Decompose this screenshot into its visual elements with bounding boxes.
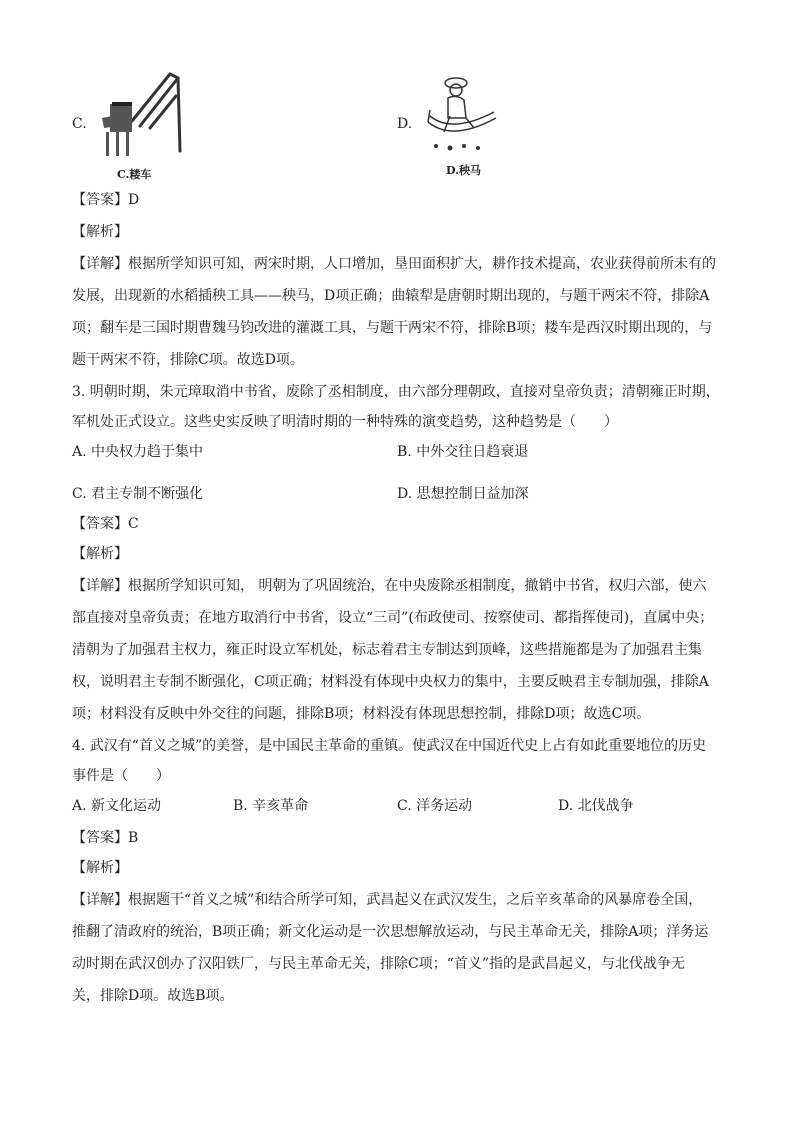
q2-analysis-label: 【解析】 (72, 224, 128, 240)
q4-detail-line: 推翻了清政府的统治，B项正确；新文化运动是一次思想解放运动，与民主革命无关，排除A项；洋务运 (72, 924, 709, 940)
option-d-caption: D.秧马 (446, 164, 481, 177)
q3-detail-line: 清朝为了加强君主权力，雍正时设立军机处，标志着君主专制达到顶峰，这些措施都是为了加强君主集 (72, 642, 702, 658)
q4-option-d: D. 北伐战争 (558, 798, 634, 814)
q3-option-d: D. 思想控制日益加深 (397, 486, 529, 502)
q3-analysis-label: 【解析】 (72, 546, 128, 562)
q4-detail-line: 动时期在武汉创办了汉阳铁厂，与民主革命无关，排除C项；“首义”指的是武昌起义，与北伐战争无 (72, 956, 686, 972)
q2-detail-line: 发展，出现新的水稻插秧工具——秧马，D项正确；曲辕犁是唐朝时期出现的，与题干两宋不符，排除A (72, 288, 710, 304)
q4-answer: 【答案】B (72, 830, 139, 846)
q2-detail-line: 项；翻车是三国时期曹魏马钧改进的灌溉工具，与题干两宋不符，排除B项；耧车是西汉时期出现的，与 (72, 320, 713, 336)
q4-stem-line: 4. 武汉有“首义之城”的美誉，是中国民主革命的重镇。使武汉在中国近代史上占有如此重要地位的历史 (72, 738, 707, 754)
q4-detail-line: 关，排除D项。故选B项。 (72, 988, 234, 1004)
option-c-letter: C. (72, 116, 87, 132)
q4-option-c: C. 洋务运动 (397, 798, 473, 814)
q3-stem-line: 3. 明朝时期，朱元璋取消中书省，废除了丞相制度，由六部分理朝政，直接对皇帝负责；清朝雍正时期， (72, 384, 720, 400)
option-d-letter: D. (397, 116, 413, 132)
q4-option-b: B. 辛亥革命 (233, 798, 309, 814)
q2-detail-line: 题干两宋不符，排除C项。故选D项。 (72, 352, 304, 368)
option-c-caption: C.耧车 (117, 168, 152, 181)
q4-analysis-label: 【解析】 (72, 860, 128, 876)
q3-detail-line: 权，说明君主专制不断强化，C项正确；材料没有体现中央权力的集中，主要反映君主专制加强，排除A (72, 674, 709, 690)
q2-answer: 【答案】D (72, 192, 140, 208)
q3-answer: 【答案】C (72, 516, 139, 532)
q3-detail-line: 项；材料没有反映中外交往的问题，排除B项；材料没有体现思想控制，排除D项；故选C项。 (72, 706, 651, 722)
q3-detail-line: 部直接对皇帝负责；在地方取消行中书省，设立“三司”(布政使司、按察使司、都指挥使司)，直属中央； (72, 610, 714, 626)
q3-option-a: A. 中央权力趋于集中 (72, 444, 204, 460)
yangma-image (422, 70, 502, 156)
q3-option-c: C. 君主专制不断强化 (72, 486, 204, 502)
q2-detail-line: 【详解】根据所学知识可知，两宋时期，人口增加，垦田面积扩大，耕作技术提高，农业获得前所未有的 (72, 256, 716, 272)
q4-option-a: A. 新文化运动 (72, 798, 162, 814)
louche-image (92, 66, 188, 162)
q3-option-b: B. 中外交往日趋衰退 (397, 444, 529, 460)
q3-detail-line: 【详解】根据所学知识可知， 明朝为了巩固统治，在中央废除丞相制度，撤销中书省，权归六部，使六 (72, 578, 707, 594)
q4-detail-line: 【详解】根据题干“首义之城”和结合所学可知，武昌起义在武汉发生，之后辛亥革命的风暴席卷全国， (72, 892, 703, 908)
q4-stem-line: 事件是（ ） (72, 768, 170, 784)
q3-stem-line: 军机处正式设立。这些史实反映了明清时期的一种特殊的演变趋势，这种趋势是（ ） (72, 414, 618, 430)
